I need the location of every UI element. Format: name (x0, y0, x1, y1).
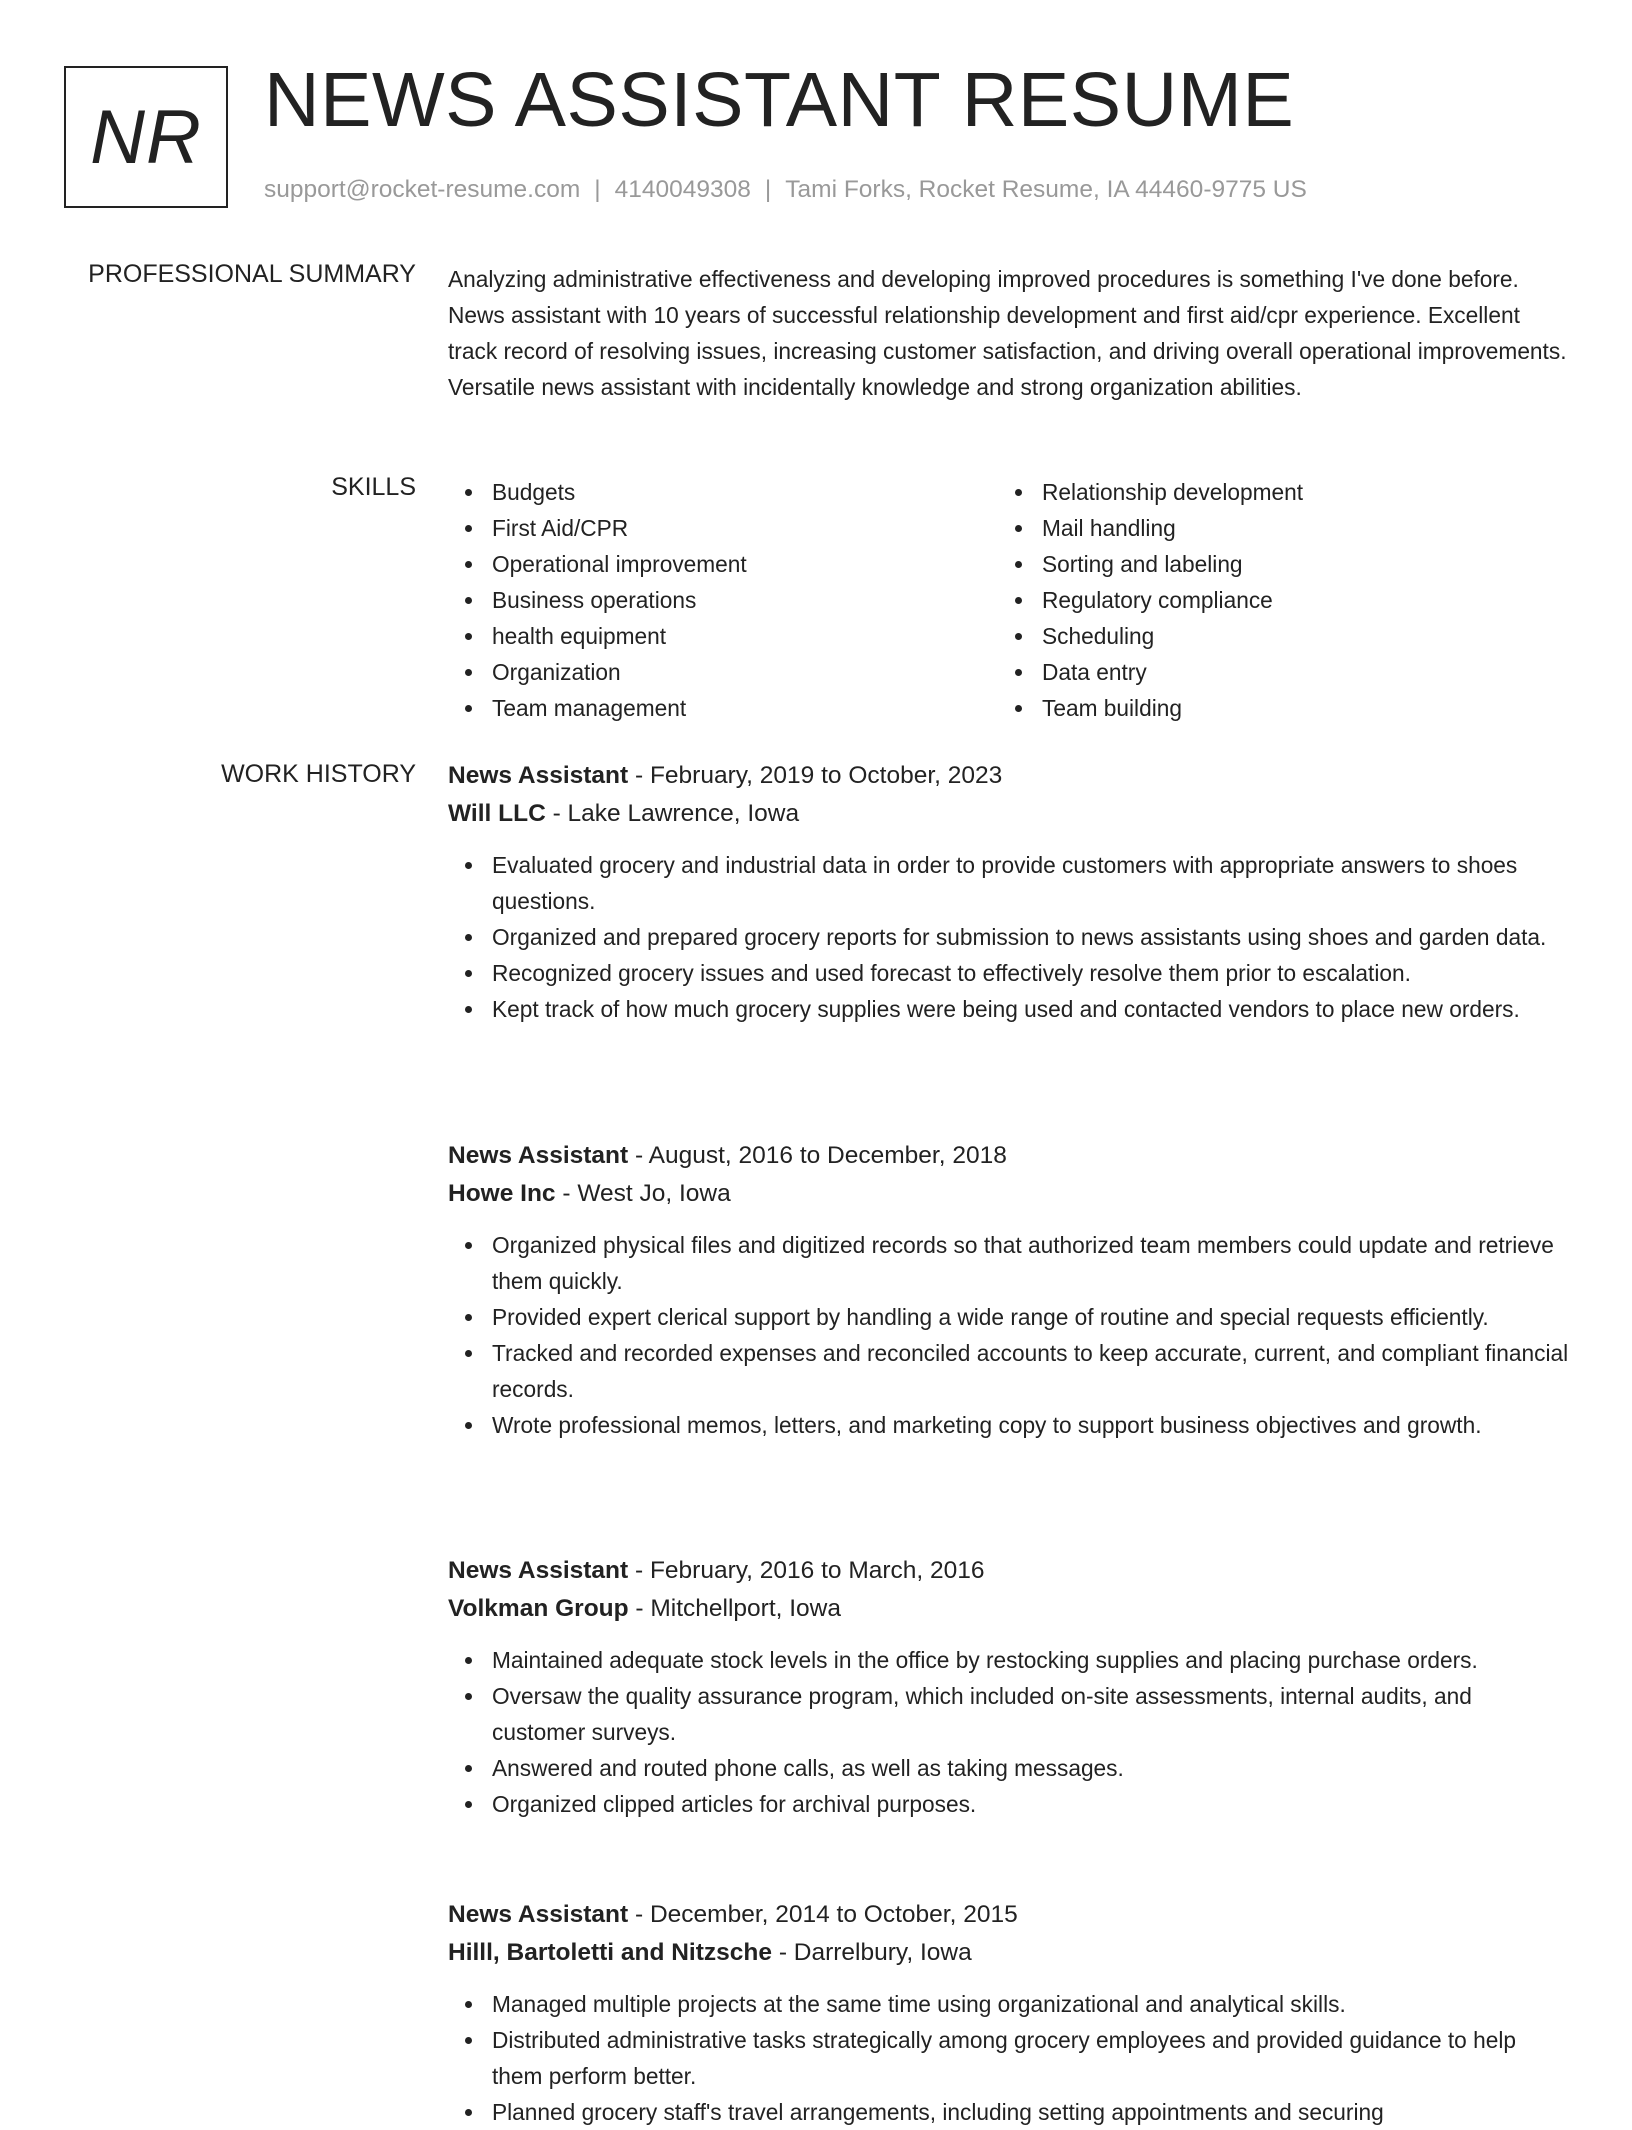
job-company: Volkman Group (448, 1595, 629, 1622)
job-location: - West Jo, Iowa (562, 1180, 731, 1207)
job-dates: - February, 2019 to October, 2023 (635, 762, 1003, 789)
contact-phone[interactable]: 4140049308 (614, 176, 751, 203)
contact-address: Tami Forks, Rocket Resume, IA 44460-9775 US (785, 176, 1307, 203)
job-duty: Provided expert clerical support by handling a wide range of routine and special requests efficiently. (448, 1299, 1570, 1335)
job-duty: Evaluated grocery and industrial data in order to provide customers with appropriate answers to shoes questions. (448, 847, 1570, 919)
skill-item: Mail handling (998, 510, 1518, 546)
skill-item: Relationship development (998, 474, 1518, 510)
summary-text: Analyzing administrative effectiveness and developing improved procedures is something I've done before. News assistant with 10 years of successful relationship development and first aid/cpr experience. Excellent track record of resolving issues, increasing customer satisfaction, and driving overall operational improvements. Versatile news assistant with incidentally knowledge and strong organization abilities. (448, 266, 1567, 400)
job-duty: Oversaw the quality assurance program, which included on-site assessments, internal audits, and customer surveys. (448, 1678, 1570, 1750)
job-duty: Tracked and recorded expenses and reconciled accounts to keep accurate, current, and compliant financial records. (448, 1335, 1570, 1407)
skill-item: Business operations (448, 582, 968, 618)
skill-item: Regulatory compliance (998, 582, 1518, 618)
job-duty: Planned grocery staff's travel arrangements, including setting appointments and securing (448, 2094, 1570, 2130)
job-entry (448, 757, 1570, 1027)
job-duty: Maintained adequate stock levels in the office by restocking supplies and placing purchase orders. (448, 1642, 1570, 1678)
job-location: - Darrelbury, Iowa (778, 1939, 972, 1966)
job-duty: Distributed administrative tasks strategically among grocery employees and provided guidance to help them perform better. (448, 2022, 1570, 2094)
job-company-line (448, 1934, 1570, 1972)
job-duty: Organized clipped articles for archival purposes. (448, 1786, 1570, 1822)
skill-item: Scheduling (998, 618, 1518, 654)
skill-item: Organization (448, 654, 968, 690)
job-company-line (448, 1175, 1570, 1213)
job-location: - Lake Lawrence, Iowa (552, 800, 800, 827)
job-title: News Assistant (448, 762, 629, 789)
job-company-line (448, 1590, 1570, 1628)
job-company-line (448, 795, 1570, 833)
job-title-line (448, 1896, 1570, 1934)
job-title-line (448, 757, 1570, 795)
job-duty: Wrote professional memos, letters, and marketing copy to support business objectives and growth. (448, 1407, 1570, 1443)
monogram-initials: NR (90, 94, 202, 180)
work-history-heading: WORK HISTORY (221, 760, 416, 788)
skills-list-left (448, 474, 968, 726)
job-title-line (448, 1552, 1570, 1590)
job-company: Will LLC (448, 800, 546, 827)
contact-separator: | (764, 176, 772, 203)
job-title: News Assistant (448, 1142, 629, 1169)
skill-item: Budgets (448, 474, 968, 510)
job-duties (448, 1986, 1570, 2130)
job-duty: Managed multiple projects at the same time using organizational and analytical skills. (448, 1986, 1570, 2022)
job-dates: - December, 2014 to October, 2015 (635, 1901, 1018, 1928)
job-duty: Recognized grocery issues and used forecast to effectively resolve them prior to escalation. (448, 955, 1570, 991)
skill-item: Data entry (998, 654, 1518, 690)
contact-line (264, 176, 1307, 204)
job-company: Hilll, Bartoletti and Nitzsche (448, 1939, 772, 1966)
skill-item: health equipment (448, 618, 968, 654)
job-dates: - August, 2016 to December, 2018 (635, 1142, 1007, 1169)
job-company: Howe Inc (448, 1180, 556, 1207)
job-duty: Organized and prepared grocery reports for submission to news assistants using shoes and garden data. (448, 919, 1570, 955)
job-entry (448, 1137, 1570, 1443)
job-dates: - February, 2016 to March, 2016 (635, 1557, 985, 1584)
job-duties (448, 1227, 1570, 1443)
contact-separator: | (594, 176, 601, 203)
skill-item: Team building (998, 690, 1518, 726)
job-duties (448, 1642, 1570, 1822)
skills-list-right (998, 474, 1518, 726)
job-title: News Assistant (448, 1901, 629, 1928)
monogram-box (64, 66, 228, 208)
job-duties (448, 847, 1570, 1027)
job-entry (448, 1896, 1570, 2130)
job-duty: Answered and routed phone calls, as well as taking messages. (448, 1750, 1570, 1786)
skills-column-left (448, 474, 968, 726)
job-title: News Assistant (448, 1557, 629, 1584)
skill-item: Sorting and labeling (998, 546, 1518, 582)
contact-email[interactable]: support@rocket-resume.com (264, 176, 581, 203)
skills-column-right (998, 474, 1518, 726)
job-duty: Kept track of how much grocery supplies were being used and contacted vendors to place new orders. (448, 991, 1570, 1027)
skill-item: Team management (448, 690, 968, 726)
skill-item: First Aid/CPR (448, 510, 968, 546)
job-duty: Organized physical files and digitized records so that authorized team members could update and retrieve them quickly. (448, 1227, 1570, 1299)
job-title-line (448, 1137, 1570, 1175)
job-location: - Mitchellport, Iowa (635, 1595, 842, 1622)
resume-title: NEWS ASSISTANT RESUME (264, 57, 1295, 143)
summary-heading: PROFESSIONAL SUMMARY (88, 260, 416, 288)
skill-item: Operational improvement (448, 546, 968, 582)
job-entry (448, 1552, 1570, 1822)
skills-heading: SKILLS (331, 473, 416, 501)
